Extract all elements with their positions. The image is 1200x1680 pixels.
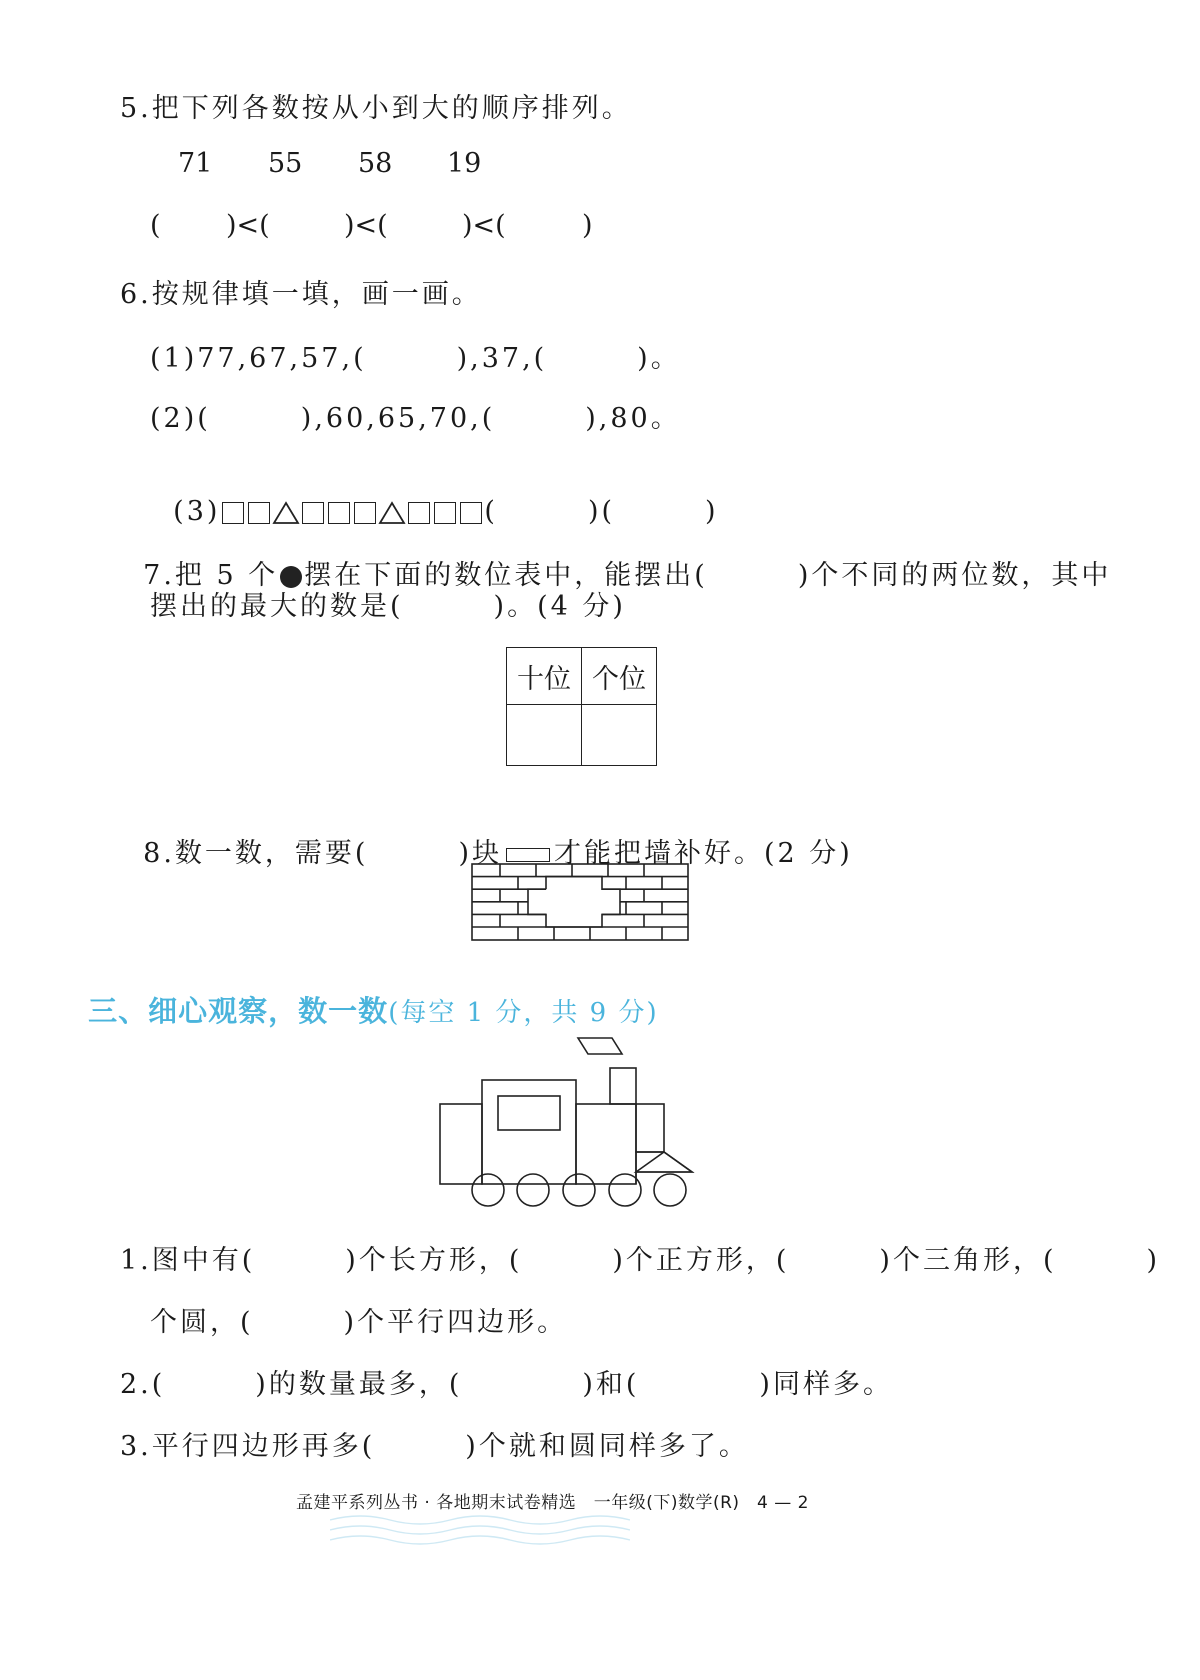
page-footer: 孟建平系列丛书 · 各地期末试卷精选 一年级(下)数学(R) 4 — 2 (296, 1493, 809, 1513)
square-shape-icon (460, 502, 482, 524)
q8-text (120, 800, 853, 870)
q7-text-b: 摆在下面的数位表中，能摆出( )个不同的两位数，其中 (304, 560, 1112, 591)
q5-number: 71 (178, 148, 213, 179)
square-shape-icon (222, 502, 244, 524)
q5-number: 19 (447, 148, 482, 179)
q7-line2: 摆出的最大的数是( )。(4 分) (150, 591, 626, 622)
q6-part3-label: (3) (173, 496, 221, 527)
q7-line1 (120, 522, 1111, 592)
tens-cell (507, 705, 582, 766)
section3-heading (78, 970, 659, 1030)
section3-title: 三、细心观察，数一数 (88, 994, 389, 1028)
back-rect (440, 1104, 482, 1184)
ones-header: 个位 (582, 648, 657, 705)
train-shape-diagram (436, 1030, 696, 1210)
place-value-table (506, 647, 657, 766)
q6-part3-tail: ( )( ) (484, 496, 719, 527)
q5-paren: )<( (226, 210, 270, 241)
section3-sub: (每空 1 分，共 9 分) (388, 998, 659, 1028)
window-rect (498, 1096, 560, 1130)
q5-paren: ( (150, 210, 161, 241)
square-shape-icon (354, 502, 376, 524)
q7-text-a: 7.把 5 个 (143, 560, 279, 591)
q8-text-b: 才能把墙补好。(2 分) (554, 838, 853, 869)
square-shape-icon (328, 502, 350, 524)
s3-q1-line2: 个圆，( )个平行四边形。 (150, 1307, 568, 1338)
s3-q3-text: 3.平行四边形再多( )个就和圆同样多了。 (120, 1431, 749, 1462)
q6-text: 6.按规律填一填，画一画。 (120, 279, 482, 310)
q6-part3 (150, 458, 719, 528)
q5-paren: ) (582, 210, 593, 241)
triangle-shape-icon (272, 501, 300, 525)
triangle-shape-icon (378, 501, 406, 525)
square-shape-icon (408, 502, 430, 524)
brick-icon (506, 848, 550, 862)
q6-part1: (1)77,67,57,( ),37,( )。 (150, 343, 681, 374)
q8-text-a: 8.数一数，需要( )块 (143, 838, 502, 869)
boiler-rect (576, 1104, 636, 1184)
q5-text: 5.把下列各数按从小到大的顺序排列。 (120, 93, 632, 124)
tens-header: 十位 (507, 648, 582, 705)
front-rect (636, 1104, 664, 1152)
q5-numbers (0, 148, 1200, 188)
q6-part2: (2)( ),60,65,70,( ),80。 (150, 403, 681, 434)
triangle-shape (636, 1152, 692, 1172)
q5-number: 55 (268, 148, 303, 179)
parallelogram-shape (578, 1038, 622, 1054)
q5-number: 58 (358, 148, 393, 179)
q5-paren: )<( (462, 210, 506, 241)
q5-paren: )<( (344, 210, 388, 241)
brick-wall-diagram (470, 862, 692, 942)
s3-q1-line1: 1.图中有( )个长方形，( )个正方形，( )个三角形，( ) (120, 1245, 1161, 1276)
s3-q2-text: 2.( )的数量最多，( )和( )同样多。 (120, 1369, 893, 1400)
ones-cell (582, 705, 657, 766)
q5-order-line (0, 210, 1200, 250)
square-shape-icon (248, 502, 270, 524)
square-shape-icon (434, 502, 456, 524)
square-shape-icon (302, 502, 324, 524)
chimney-rect (610, 1068, 636, 1104)
wave-decoration (330, 1512, 630, 1552)
